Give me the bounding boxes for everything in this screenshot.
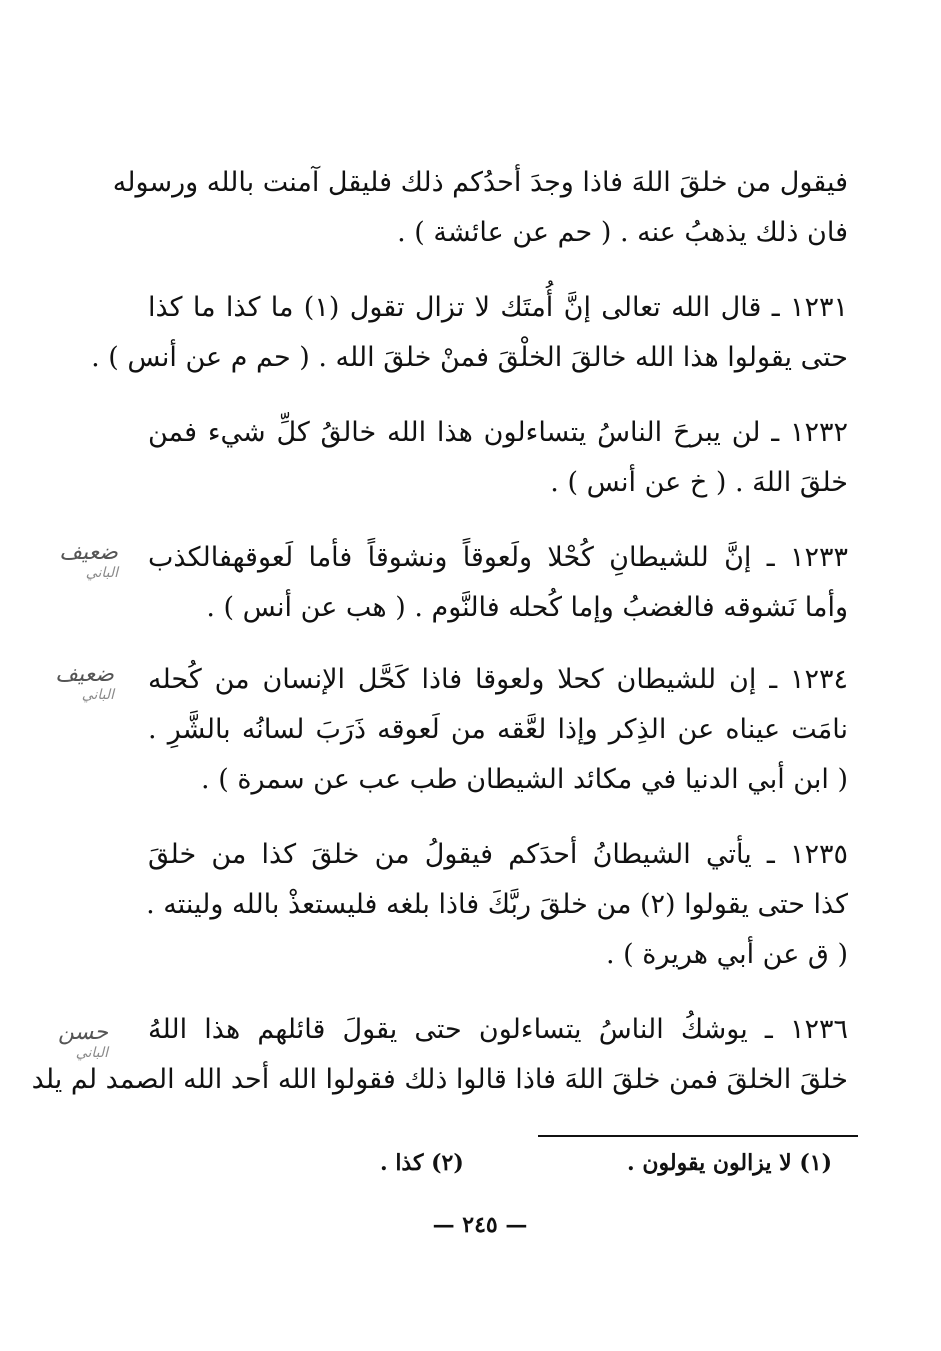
margin-note-weak: ضعيف الباني: [55, 662, 114, 703]
hadith-1233: [148, 533, 848, 633]
text-line: ١٢٣٦ ـ يوشكُ الناسُ يتساءلون حتى يقولَ قائلهم هذا اللهُ: [148, 1014, 848, 1045]
margin-note-good: حسن الباني: [58, 1020, 108, 1061]
text-line: ١٢٣٤ ـ إن للشيطان كحلا ولعوقا فاذا كَحَّل الإنسان من كُحله: [148, 664, 848, 695]
hadith-1234: [148, 655, 848, 805]
footnote-2: (٢) كذا .: [380, 1150, 464, 1176]
text-line: خلقَ الخلقَ فمن خلقَ اللهَ فاذا قالوا ذلك فقولوا الله أحد الله الصمد لم يلد: [31, 1064, 848, 1095]
text-line: خلقَ اللهَ . ( خ عن أنس ) .: [550, 467, 848, 498]
footnote-1: (١) لا يزالون يقولون .: [627, 1150, 832, 1176]
hadith-1235: [148, 830, 848, 980]
text-line: ( ق عن أبي هريرة ) .: [606, 939, 848, 970]
hadith-1231: [91, 283, 848, 383]
footnote-divider: [538, 1135, 858, 1137]
text-line: حتى يقولوا هذا الله خالقَ الخلْقَ فمنْ خلقَ الله . ( حم م عن أنس ) .: [91, 342, 848, 373]
paragraph-continuation: [112, 158, 848, 258]
text-line: فان ذلك يذهبُ عنه . ( حم عن عائشة ) .: [397, 217, 848, 248]
text-line: ١٢٣٢ ـ لن يبرحَ الناسُ يتساءلون هذا الله خالقُ كلِّ شيء فمن: [148, 417, 848, 448]
text-line: كذا حتى يقولوا (٢) من خلقَ ربَّكَ فاذا بلغه فليستعذْ بالله ولينته .: [146, 889, 848, 920]
text-line: نامَت عيناه عن الذِكر وإذا لعَّقه من لَعوقه ذَرَبَ لسانُه بالشَّرِ .: [148, 714, 848, 745]
footnotes: [380, 1150, 832, 1190]
text-line: ( ابن أبي الدنيا في مكائد الشيطان طب عب عن سمرة ) .: [201, 764, 848, 795]
text-line: ١٢٣١ ـ قال الله تعالى إنَّ أُمتَك لا تزال تقول (١) ما كذا ما كذا: [148, 292, 848, 323]
margin-note-weak: ضعيف الباني: [59, 540, 118, 581]
text-line: ١٢٣٣ ـ إنَّ للشيطانِ كُحْلا ولَعوقاً ونشوقاً فأما لَعوقهفالكذب: [148, 542, 848, 573]
hadith-1232: [148, 408, 848, 508]
text-line: ١٢٣٥ ـ يأتي الشيطانُ أحدَكم فيقولُ من خلقَ كذا من خلقَ: [148, 839, 848, 870]
text-line: وأما نَشوقه فالغضبُ وإما كُحله فالنَّوم . ( هب عن أنس ) .: [206, 592, 848, 623]
text-line: فيقول من خلقَ اللهَ فاذا وجدَ أحدُكم ذلك فليقل آمنت بالله ورسوله: [112, 167, 848, 198]
page-number: — ٢٤٥ —: [432, 1212, 528, 1238]
